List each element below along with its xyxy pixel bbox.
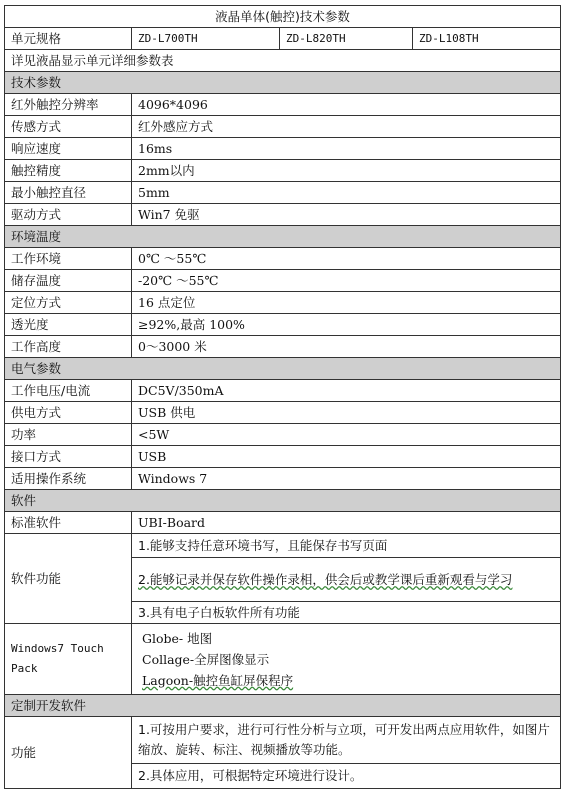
row-label: 供电方式	[5, 402, 132, 424]
model-row	[5, 28, 561, 50]
pack-label	[5, 624, 132, 695]
row-label: 透光度	[5, 314, 132, 336]
row-value: <5W	[132, 424, 561, 446]
section-title-env: 环境温度	[5, 226, 561, 248]
row-label: 驱动方式	[5, 204, 132, 226]
table-row	[5, 512, 561, 534]
function-item: 3.具有电子白板软件所有功能	[132, 602, 561, 624]
section-header-custom	[5, 695, 561, 717]
row-value: 16ms	[132, 138, 561, 160]
table-row	[5, 138, 561, 160]
row-value: USB 供电	[132, 402, 561, 424]
row-label: 工作环境	[5, 248, 132, 270]
section-title-power: 电气参数	[5, 358, 561, 380]
section-header-software	[5, 490, 561, 512]
table-row	[5, 717, 561, 764]
pack-item: Collage-全屏图像显示	[142, 651, 270, 667]
function-item: 1.能够支持任意环境书写，且能保存书写页面	[132, 534, 561, 558]
row-label: 功率	[5, 424, 132, 446]
table-row	[5, 204, 561, 226]
table-row	[5, 94, 561, 116]
table-row	[5, 314, 561, 336]
spec-sheet	[4, 5, 560, 789]
row-label: 触控精度	[5, 160, 132, 182]
section-title-tech: 技术参数	[5, 72, 561, 94]
table-row	[5, 402, 561, 424]
pack-item: Globe- 地图	[142, 630, 213, 646]
row-label: 红外触控分辨率	[5, 94, 132, 116]
section-header-power	[5, 358, 561, 380]
title-row	[5, 6, 561, 28]
table-row	[5, 270, 561, 292]
section-title-custom: 定制开发软件	[5, 695, 561, 717]
row-label: 传感方式	[5, 116, 132, 138]
table-row	[5, 182, 561, 204]
row-value: Win7 免驱	[132, 204, 561, 226]
row-value: ≥92%,最高 100%	[132, 314, 561, 336]
pack-items	[132, 624, 561, 695]
row-value: USB	[132, 446, 561, 468]
pack-item: Lagoon-触控鱼缸屏保程序	[142, 672, 294, 688]
table-row	[5, 424, 561, 446]
section-header-tech	[5, 72, 561, 94]
function-item	[132, 558, 561, 602]
table-row	[5, 248, 561, 270]
spec-table	[4, 5, 561, 789]
custom-item: 2.具体应用，可根据特定环境进行设计。	[132, 764, 561, 789]
table-row	[5, 446, 561, 468]
row-value: 0℃ ～55℃	[132, 248, 561, 270]
table-row	[5, 160, 561, 182]
page-title: 液晶单体(触控)技术参数	[5, 6, 561, 28]
row-label: 标准软件	[5, 512, 132, 534]
row-value: DC5V/350mA	[132, 380, 561, 402]
table-row	[5, 336, 561, 358]
pack-label-line-1: Windows7 Touch	[11, 642, 104, 655]
custom-item: 1.可按用户要求，进行可行性分析与立项，可开发出两点应用软件，如图片缩放、旋转、标注、视频播放等功能。	[132, 717, 561, 764]
row-value: 0～3000 米	[132, 336, 561, 358]
row-label: 接口方式	[5, 446, 132, 468]
table-row	[5, 624, 561, 695]
row-value: 2mm以内	[132, 160, 561, 182]
row-label: 最小触控直径	[5, 182, 132, 204]
table-row	[5, 534, 561, 558]
model-value-2: ZD-L820TH	[280, 28, 413, 50]
row-value: 5mm	[132, 182, 561, 204]
section-header-env	[5, 226, 561, 248]
pack-label-line-2: Pack	[11, 662, 38, 675]
row-label: 响应速度	[5, 138, 132, 160]
row-label: 储存温度	[5, 270, 132, 292]
function-item-text: 2.能够记录并保存软件操作录相，供会后或教学课后重新观看与学习	[138, 572, 513, 587]
model-label: 单元规格	[5, 28, 132, 50]
row-value: Windows 7	[132, 468, 561, 490]
table-row	[5, 468, 561, 490]
row-label: 工作高度	[5, 336, 132, 358]
row-value: 4096*4096	[132, 94, 561, 116]
row-value: UBI-Board	[132, 512, 561, 534]
row-label: 软件功能	[5, 534, 132, 624]
note-row	[5, 50, 561, 72]
row-value: -20℃ ～55℃	[132, 270, 561, 292]
table-row	[5, 292, 561, 314]
row-value: 红外感应方式	[132, 116, 561, 138]
row-label: 工作电压/电流	[5, 380, 132, 402]
row-label: 适用操作系统	[5, 468, 132, 490]
row-label: 定位方式	[5, 292, 132, 314]
model-value-1: ZD-L700TH	[132, 28, 280, 50]
model-value-3: ZD-L108TH	[413, 28, 561, 50]
section-title-software: 软件	[5, 490, 561, 512]
table-row	[5, 116, 561, 138]
table-row	[5, 380, 561, 402]
row-label: 功能	[5, 717, 132, 789]
row-value: 16 点定位	[132, 292, 561, 314]
note-text: 详见液晶显示单元详细参数表	[5, 50, 561, 72]
